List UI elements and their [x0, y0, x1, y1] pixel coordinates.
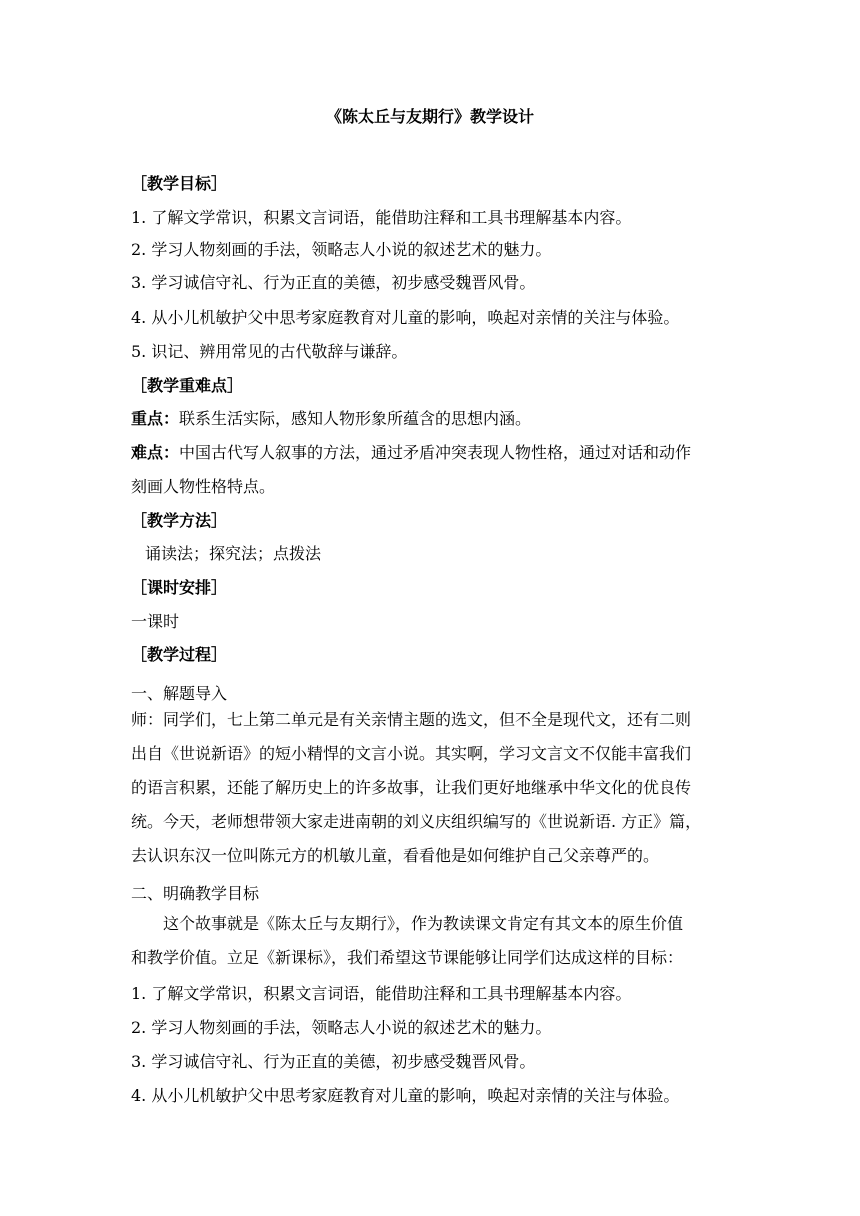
goal-item: 2. 学习人物刻画的手法，领略志人小说的叙述艺术的魅力。 — [131, 240, 552, 259]
goal-item: 3. 学习诚信守礼、行为正直的美德，初步感受魏晋风骨。 — [131, 1052, 536, 1071]
document-title: 《陈太丘与友期行》教学设计 — [325, 107, 534, 126]
paragraph-line: 去认识东汉一位叫陈元方的机敏儿童，看看他是如何维护自己父亲尊严的。 — [131, 846, 660, 865]
goal-item: 1. 了解文学常识，积累文言词语，能借助注释和工具书理解基本内容。 — [131, 208, 632, 227]
schedule-heading: ［课时安排］ — [131, 578, 228, 597]
paragraph-line: 和教学价值。立足《新课标》，我们希望这节课能够让同学们达成这样的目标： — [131, 948, 684, 967]
goal-item: 5. 识记、辨用常见的古代敬辞与谦辞。 — [131, 342, 408, 361]
goal-item: 1. 了解文学常识，积累文言词语，能借助注释和工具书理解基本内容。 — [131, 984, 632, 1003]
paragraph-line: 的语言积累，还能了解历史上的许多故事，让我们更好地继承中华文化的优良传 — [131, 778, 692, 797]
method-text: 诵读法；探究法；点拨法 — [145, 544, 322, 563]
key-point — [131, 409, 531, 429]
paragraph-line: 出自《世说新语》的短小精悍的文言小说。其实啊，学习文言文不仅能丰富我们 — [131, 744, 692, 763]
difficulty-point — [131, 443, 691, 463]
goals-heading: ［教学目标］ — [131, 174, 228, 193]
process-heading: ［教学过程］ — [131, 645, 228, 664]
goal-item: 4. 从小儿机敏护父中思考家庭教育对儿童的影响，唤起对亲情的关注与体验。 — [131, 308, 680, 327]
goal-item: 4. 从小儿机敏护父中思考家庭教育对儿童的影响，唤起对亲情的关注与体验。 — [131, 1086, 680, 1105]
paragraph-line: 这个故事就是《陈太丘与友期行》，作为教读课文肯定有其文本的原生价值 — [163, 914, 684, 933]
schedule-text: 一课时 — [131, 612, 180, 631]
difficulty-text: 中国古代写人叙事的方法，通过矛盾冲突表现人物性格，通过对话和动作 — [179, 443, 692, 462]
key-points-heading: ［教学重难点］ — [131, 376, 244, 395]
key-point-label: 重点： — [131, 409, 180, 428]
key-point-text: 联系生活实际，感知人物形象所蕴含的思想内涵。 — [179, 409, 532, 428]
difficulty-text-cont: 刻画人物性格特点。 — [131, 477, 276, 496]
paragraph-line: 师：同学们，七上第二单元是有关亲情主题的选文，但不全是现代文，还有二则 — [131, 710, 692, 729]
section2-title: 二、明确教学目标 — [131, 884, 260, 903]
goal-item: 2. 学习人物刻画的手法，领略志人小说的叙述艺术的魅力。 — [131, 1018, 552, 1037]
difficulty-label: 难点： — [131, 443, 180, 462]
paragraph-line: 统。今天，老师想带领大家走进南朝的刘义庆组织编写的《世说新语. 方正》篇， — [131, 812, 702, 831]
goal-item: 3. 学习诚信守礼、行为正直的美德，初步感受魏晋风骨。 — [131, 273, 536, 292]
method-heading: ［教学方法］ — [131, 511, 228, 530]
section1-title: 一、解题导入 — [131, 684, 228, 703]
